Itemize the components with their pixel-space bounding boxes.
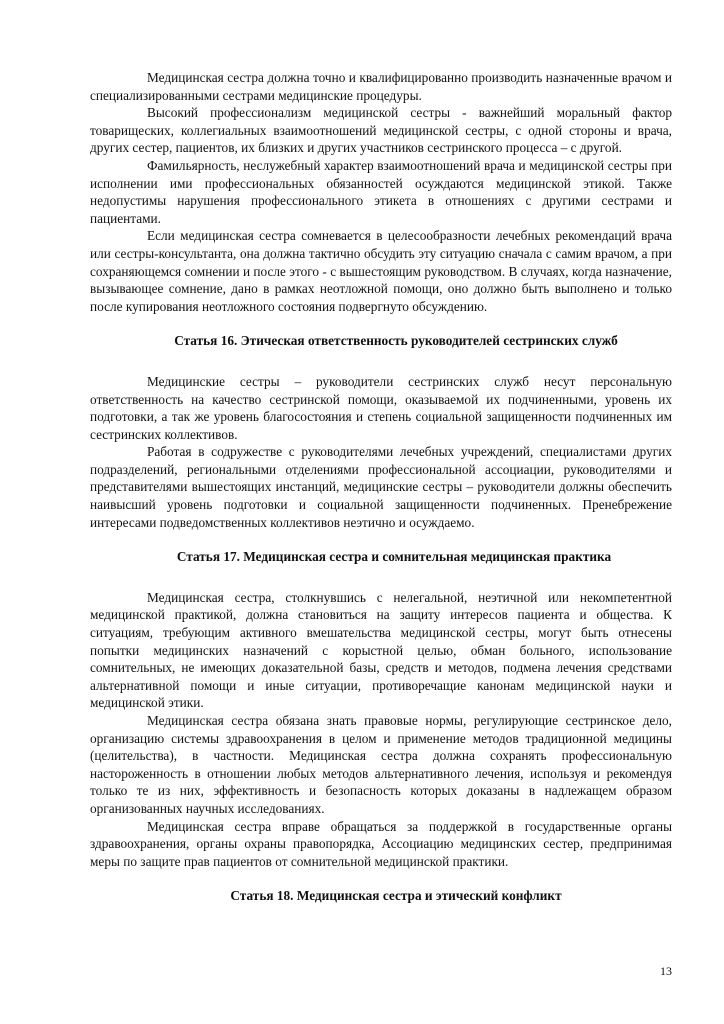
- page-content: [90, 69, 672, 905]
- paragraph-intro-4: Если медицинская сестра сомневается в целесообразности лечебных рекомендаций врача или сестры-консультанта, она должна тактично обсудить эту ситуацию сначала с самим врачом, а при сохраняющемся сомнении и после этого - с вышестоящим руководством. В случаях, когда назначение, вызывающее сомнение, дано в рамках неотложной помощи, оно должно быть выполнено и только после купирования неотложного состояния подвергнуто обсуждению.: [90, 228, 672, 314]
- paragraph-article17-2: Медицинская сестра обязана знать правовые нормы, регулирующие сестринское дело, организацию системы здравоохранения в целом и применение методов традиционной медицины (целительства), в частности. Медицинская сестра должна сохранять профессиональную настороженность в отношении любых методов альтернативного лечения, используя и рекомендуя только те из них, эффективность и безопасность которых доказаны в надлежащем образом организованных научных исследованиях.: [90, 713, 672, 816]
- paragraph-intro-2: Высокий профессионализм медицинской сестры - важнейший моральный фактор товарищеских, коллегиальных взаимоотношений медицинской сестры, с одной стороны и врача, других сестер, пациентов, их близких и других участников сестринского процесса – с другой.: [90, 105, 672, 156]
- paragraph-intro-1: Медицинская сестра должна точно и квалифицированно производить назначенные врачом и специализированными сестрами медицинские процедуры.: [90, 70, 672, 103]
- paragraph-article17-3: Медицинская сестра вправе обращаться за поддержкой в государственные органы здравоохранения, органы охраны правопорядка, Ассоциацию медицинских сестер, предпринимая меры по защите прав пациентов от сомнительной медицинской практики.: [90, 818, 672, 869]
- paragraph-article16-1: Медицинские сестры – руководители сестринских служб несут персональную ответственность на качество сестринской помощи, оказываемой их подчиненными, уровень их подготовки, а так же уровень благосостояния и степень социальной защищенности подчиненных им сестринских коллективов.: [90, 373, 672, 442]
- page-number: 13: [660, 964, 672, 978]
- article-16-heading: Статья 16. Этическая ответственность руководителей сестринских служб: [174, 333, 618, 349]
- paragraph-intro-3: Фамильярность, неслужебный характер взаимоотношений врача и медицинской сестры при исполнении ими профессиональных обязанностей осуждаются медицинской этикой. Также недопустимы нарушения профессионального этикета в отношениях с другими сестрами и пациентами.: [90, 157, 672, 226]
- article-18-heading: Статья 18. Медицинская сестра и этический конфликт: [230, 888, 562, 904]
- article-17-heading: Статья 17. Медицинская сестра и сомнительная медицинская практика: [176, 549, 612, 565]
- paragraph-article16-2: Работая в содружестве с руководителями лечебных учреждений, специалистами других подразделений, региональными отделениями профессиональной ассоциации, руководителями и представителями вышестоящих инстанций, медицинские сестры – руководители должны обеспечить наивысший уровень подготовки и социальной защищенности подчиненных. Пренебрежение интересами подведомственных коллективов неэтично и осуждаемо.: [90, 444, 672, 530]
- paragraph-article17-1: Медицинская сестра, столкнувшись с нелегальной, неэтичной или некомпетентной медицинской практикой, должна становиться на защиту интересов пациента и общества. К ситуациям, требующим активного вмешательства медицинской сестры, могут быть отнесены попытки медицинских назначений с корыстной целью, обман больного, использование сомнительных, не имеющих доказательной базы, средств и методов, подмена лечения средствами альтернативной помощи и иные ситуации, противоречащие канонам медицинской науки и медицинской этики.: [90, 589, 672, 711]
